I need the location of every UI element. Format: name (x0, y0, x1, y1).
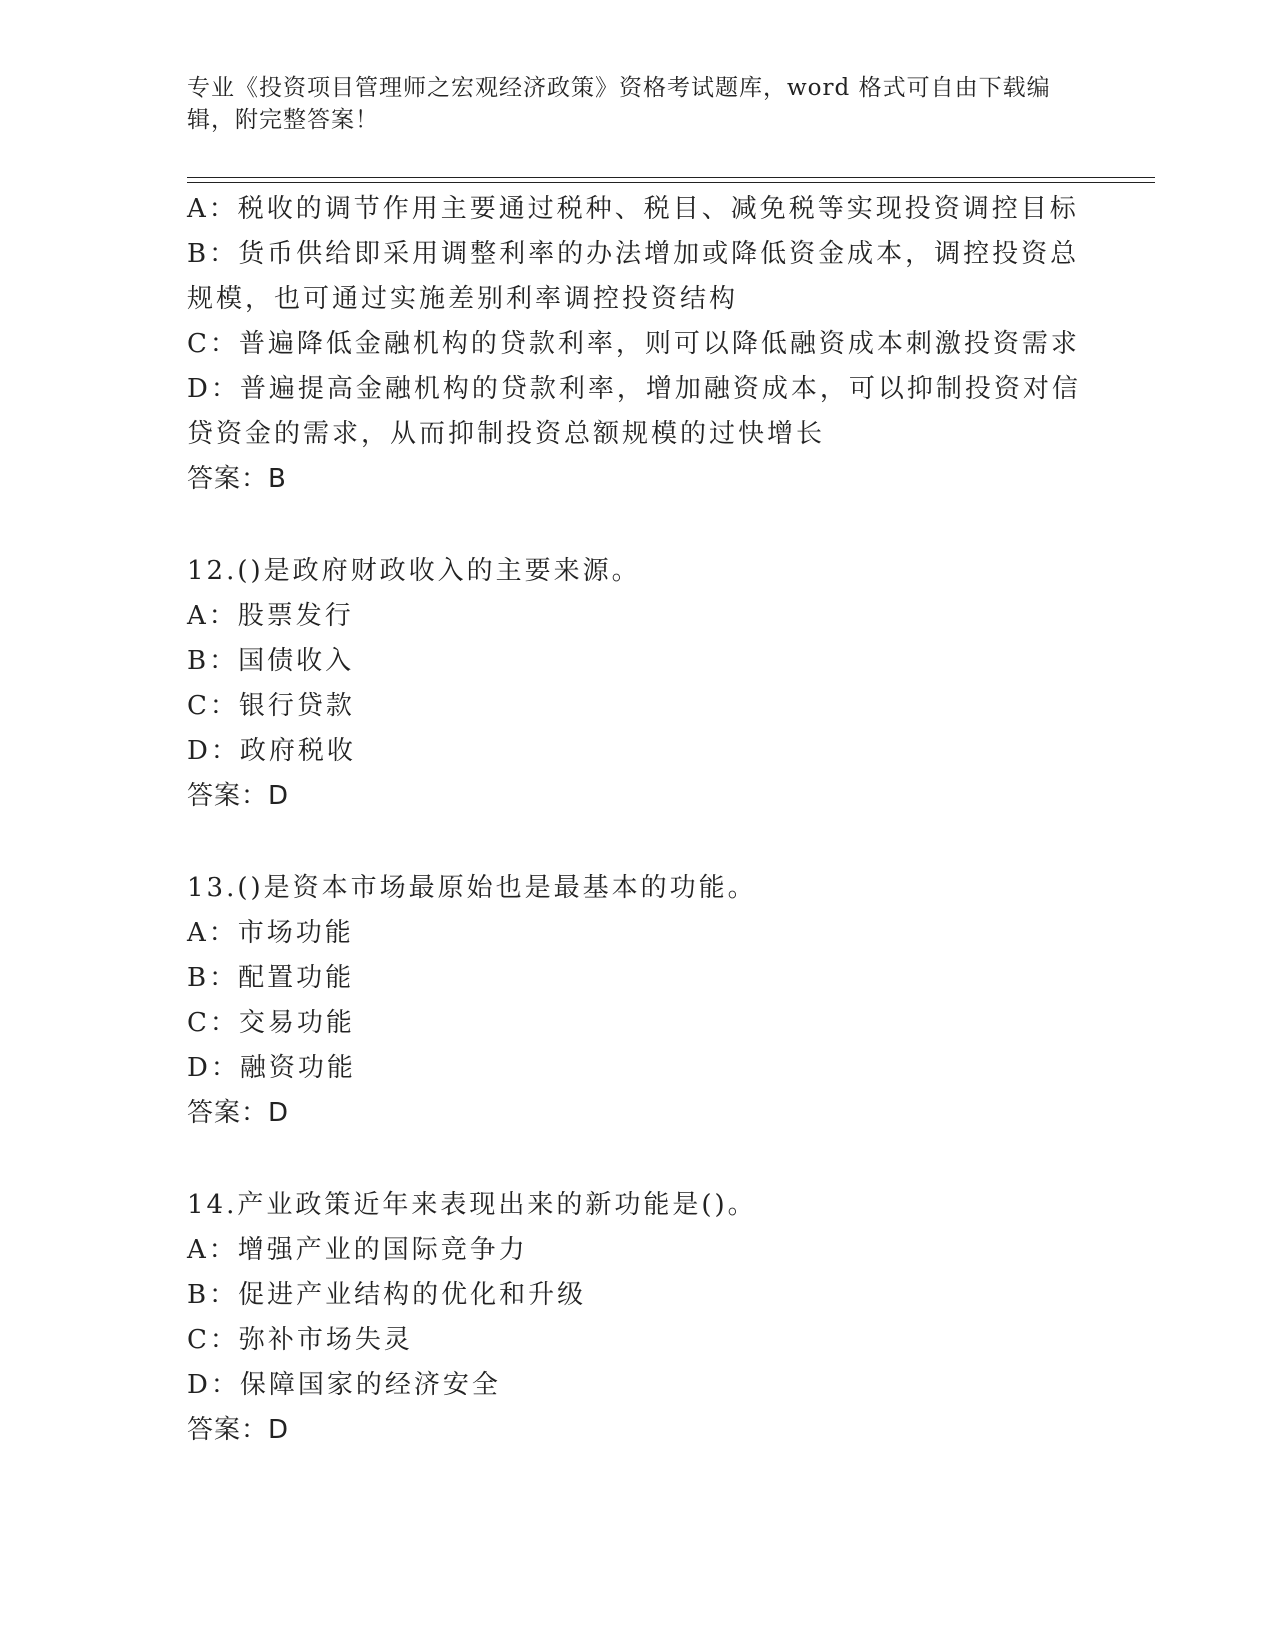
option-c: C：交易功能 (187, 1008, 355, 1038)
option-a: A：市场功能 (187, 918, 354, 948)
option-a: A：税收的调节作用主要通过税种、税目、减免税等实现投资调控目标 (187, 194, 1079, 224)
spacer (187, 819, 1087, 866)
option-b: B：货币供给即采用调整利率的办法增加或降低资金成本，调控投资总规模，也可通过实施差别利率调控投资结构 (187, 239, 1080, 314)
document-header: 专业《投资项目管理师之宏观经济政策》资格考试题库，word 格式可自由下载编辑，附完整答案！ (187, 75, 1051, 133)
option-d: D：普遍提高金融机构的贷款利率，增加融资成本，可以抑制投资对信贷资金的需求，从而抑制投资总额规模的过快增长 (187, 374, 1081, 449)
option-d: D：政府税收 (187, 736, 356, 766)
option-b: B：促进产业结构的优化和升级 (187, 1280, 587, 1310)
header-divider-bottom (187, 182, 1155, 183)
option-c: C：银行贷款 (187, 691, 355, 721)
answer-line: 答案：B (187, 464, 287, 494)
option-a: A：增强产业的国际竞争力 (187, 1235, 528, 1265)
option-d: D：保障国家的经济安全 (187, 1370, 501, 1400)
option-d: D：融资功能 (187, 1053, 356, 1083)
option-b: B：配置功能 (187, 963, 355, 993)
option-c: C：普遍降低金融机构的贷款利率，则可以降低融资成本刺激投资需求 (187, 329, 1080, 359)
spacer (187, 1136, 1087, 1183)
answer-line: 答案：D (187, 781, 290, 811)
header-divider-top (187, 177, 1155, 178)
answer-line: 答案：D (187, 1415, 290, 1445)
question-text: 13.()是资本市场最原始也是最基本的功能。 (187, 873, 757, 903)
option-c: C：弥补市场失灵 (187, 1325, 413, 1355)
question-block-14 (187, 1183, 1087, 1453)
answer-line: 答案：D (187, 1098, 290, 1128)
spacer (187, 502, 1087, 549)
question-list (187, 187, 1087, 1453)
question-block-12 (187, 549, 1087, 819)
question-block-11 (187, 187, 1087, 502)
question-text: 12.()是政府财政收入的主要来源。 (187, 556, 641, 586)
question-block-13 (187, 866, 1087, 1136)
question-text: 14.产业政策近年来表现出来的新功能是()。 (187, 1190, 757, 1220)
option-a: A：股票发行 (187, 601, 354, 631)
option-b: B：国债收入 (187, 646, 355, 676)
